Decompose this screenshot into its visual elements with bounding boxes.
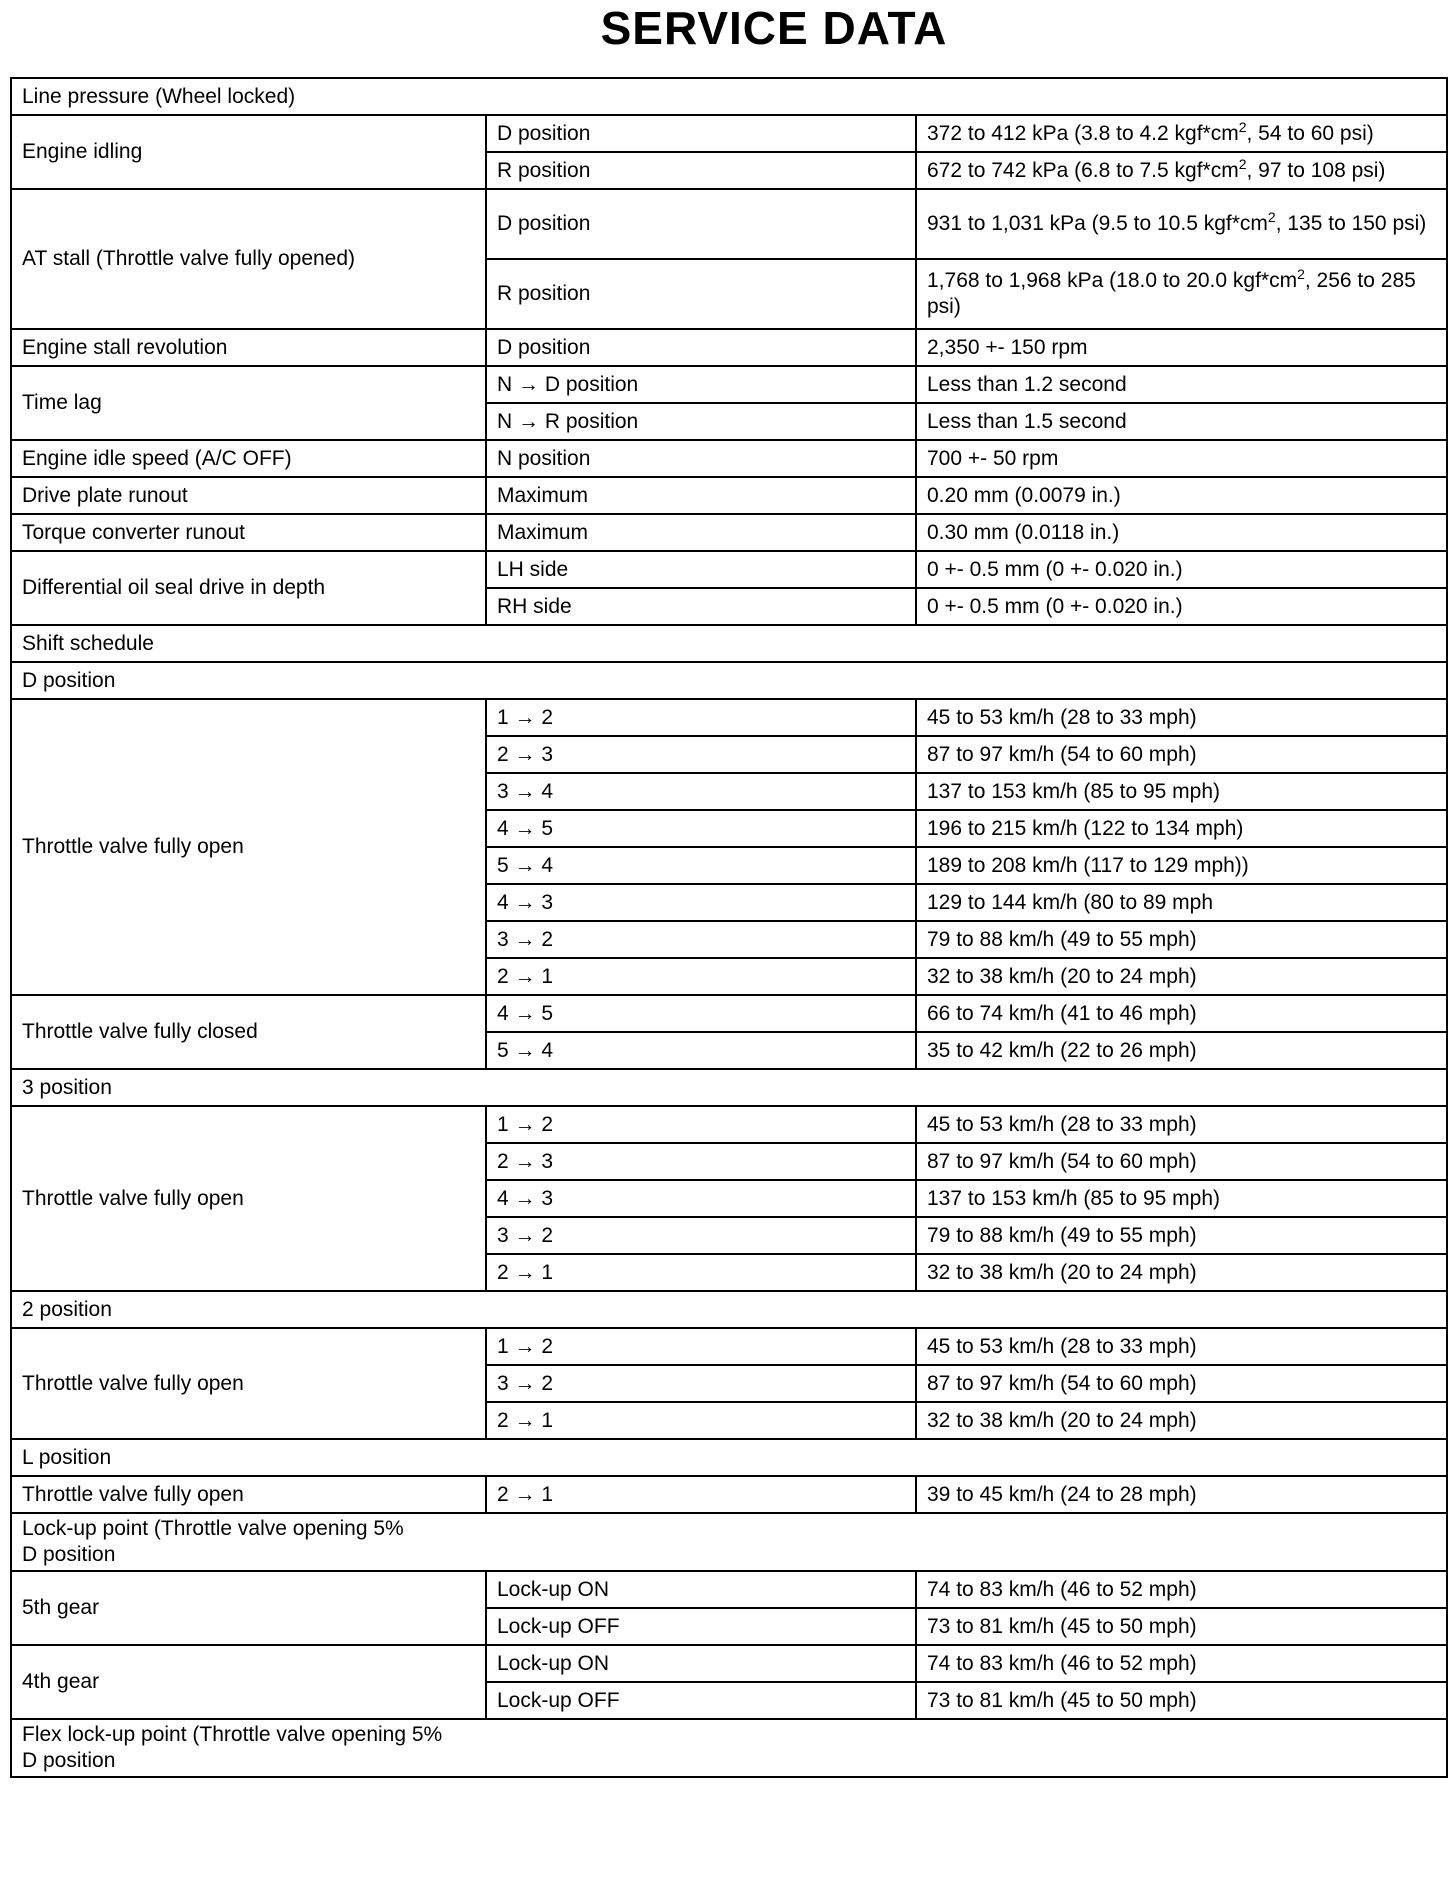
value-text: 1,768 to 1,968 kPa (18.0 to 20.0 kgf*cm (927, 269, 1298, 292)
row-label: Drive plate runout (11, 477, 486, 514)
shift-cell: 1 → 2 (486, 699, 916, 736)
value-cell: 189 to 208 km/h (117 to 129 mph)) (916, 847, 1447, 884)
value-cell (916, 189, 1447, 259)
shift-cell: 2 → 1 (486, 1476, 916, 1513)
value-cell: 35 to 42 km/h (22 to 26 mph) (916, 1032, 1447, 1069)
condition-cell: Lock-up ON (486, 1645, 916, 1682)
condition-cell: Lock-up OFF (486, 1608, 916, 1645)
value-cell: 32 to 38 km/h (20 to 24 mph) (916, 958, 1447, 995)
table-row (11, 995, 1447, 1032)
value-cell: 45 to 53 km/h (28 to 33 mph) (916, 1328, 1447, 1365)
value-text: , 256 to 285 psi) (927, 269, 1416, 318)
value-cell: 39 to 45 km/h (24 to 28 mph) (916, 1476, 1447, 1513)
value-cell: 137 to 153 km/h (85 to 95 mph) (916, 1180, 1447, 1217)
shift-cell: 4 → 3 (486, 884, 916, 921)
superscript: 2 (1238, 155, 1247, 172)
superscript: 2 (1267, 209, 1276, 225)
shift-cell: 1 → 2 (486, 1106, 916, 1143)
value-cell: 73 to 81 km/h (45 to 50 mph) (916, 1608, 1447, 1645)
condition-cell: LH side (486, 551, 916, 588)
value-cell: 79 to 88 km/h (49 to 55 mph) (916, 1217, 1447, 1254)
shift-cell: 3 → 4 (486, 773, 916, 810)
value-cell: 45 to 53 km/h (28 to 33 mph) (916, 699, 1447, 736)
section-header (11, 1513, 1447, 1571)
table-row (11, 625, 1447, 662)
value-cell: 32 to 38 km/h (20 to 24 mph) (916, 1402, 1447, 1439)
condition-cell: D position (486, 189, 916, 259)
table-row (11, 1069, 1447, 1106)
value-text: 372 to 412 kPa (3.8 to 4.2 kgf*cm (927, 121, 1239, 145)
lockup-header-line1: Lock-up point (Throttle valve opening 5% (22, 1517, 404, 1540)
value-cell: 2,350 +- 150 rpm (916, 329, 1447, 366)
row-label: Engine idle speed (A/C OFF) (11, 440, 486, 477)
page-title: SERVICE DATA (600, 2, 948, 54)
value-cell: 74 to 83 km/h (46 to 52 mph) (916, 1571, 1447, 1608)
shift-cell: 5 → 4 (486, 1032, 916, 1069)
superscript: 2 (1297, 266, 1305, 282)
condition-cell: D position (486, 329, 916, 366)
row-label: Time lag (11, 366, 486, 440)
row-label: Throttle valve fully open (11, 1476, 486, 1513)
condition-cell: N → R position (486, 403, 916, 440)
value-text: , 135 to 150 psi) (1275, 212, 1427, 235)
value-cell: 129 to 144 km/h (80 to 89 mph (916, 884, 1447, 921)
row-label: 5th gear (11, 1571, 486, 1645)
lockup-header-line2: D position (22, 1543, 116, 1566)
table-row (11, 514, 1447, 551)
value-cell (916, 152, 1447, 189)
row-label: 4th gear (11, 1645, 486, 1719)
table-row (11, 366, 1447, 403)
row-label: Throttle valve fully open (11, 699, 486, 995)
shift-cell: 5 → 4 (486, 847, 916, 884)
value-cell: 66 to 74 km/h (41 to 46 mph) (916, 995, 1447, 1032)
shift-cell: 1 → 2 (486, 1328, 916, 1365)
table-row (11, 1571, 1447, 1608)
row-label: Engine idling (11, 115, 486, 189)
section-header: Line pressure (Wheel locked) (11, 78, 1447, 115)
table-row (11, 1328, 1447, 1365)
row-label: Throttle valve fully closed (11, 995, 486, 1069)
section-header: Shift schedule (11, 625, 1447, 662)
value-cell: 87 to 97 km/h (54 to 60 mph) (916, 736, 1447, 773)
condition-cell: RH side (486, 588, 916, 625)
table-row (11, 189, 1447, 259)
value-cell: Less than 1.5 second (916, 403, 1447, 440)
value-cell: Less than 1.2 second (916, 366, 1447, 403)
table-row (11, 1719, 1447, 1777)
section-header (11, 1719, 1447, 1777)
value-cell: 0.30 mm (0.0118 in.) (916, 514, 1447, 551)
condition-cell: R position (486, 152, 916, 189)
table-row (11, 1476, 1447, 1513)
value-text: , 97 to 108 psi) (1246, 158, 1386, 182)
row-label: Engine stall revolution (11, 329, 486, 366)
shift-cell: 4 → 3 (486, 1180, 916, 1217)
table-row (11, 440, 1447, 477)
service-data-table (10, 77, 1448, 1778)
condition-cell: Lock-up OFF (486, 1682, 916, 1719)
flex-lockup-header-line1: Flex lock-up point (Throttle valve opening 5% (22, 1723, 443, 1746)
shift-cell: 2 → 1 (486, 958, 916, 995)
value-cell: 45 to 53 km/h (28 to 33 mph) (916, 1106, 1447, 1143)
section-header: D position (11, 662, 1447, 699)
value-cell: 0.20 mm (0.0079 in.) (916, 477, 1447, 514)
shift-cell: 4 → 5 (486, 995, 916, 1032)
flex-lockup-header-line2: D position (22, 1749, 116, 1772)
condition-cell: N → D position (486, 366, 916, 403)
row-label: Torque converter runout (11, 514, 486, 551)
section-header: L position (11, 1439, 1447, 1476)
table-row (11, 551, 1447, 588)
table-row (11, 1291, 1447, 1328)
value-cell: 0 +- 0.5 mm (0 +- 0.020 in.) (916, 551, 1447, 588)
value-cell (916, 115, 1447, 152)
shift-cell: 2 → 3 (486, 1143, 916, 1180)
value-cell: 137 to 153 km/h (85 to 95 mph) (916, 773, 1447, 810)
condition-cell: N position (486, 440, 916, 477)
value-cell (916, 259, 1447, 329)
condition-cell: Maximum (486, 477, 916, 514)
table-row (11, 1439, 1447, 1476)
condition-cell: R position (486, 259, 916, 329)
value-text: 672 to 742 kPa (6.8 to 7.5 kgf*cm (927, 158, 1239, 182)
row-label: AT stall (Throttle valve fully opened) (11, 189, 486, 329)
table-row (11, 699, 1447, 736)
value-cell: 700 +- 50 rpm (916, 440, 1447, 477)
table-row (11, 1106, 1447, 1143)
shift-cell: 3 → 2 (486, 921, 916, 958)
value-cell: 0 +- 0.5 mm (0 +- 0.020 in.) (916, 588, 1447, 625)
row-label: Throttle valve fully open (11, 1106, 486, 1291)
condition-cell: D position (486, 115, 916, 152)
table-row (11, 1645, 1447, 1682)
value-cell: 73 to 81 km/h (45 to 50 mph) (916, 1682, 1447, 1719)
value-cell: 196 to 215 km/h (122 to 134 mph) (916, 810, 1447, 847)
condition-cell: Maximum (486, 514, 916, 551)
value-cell: 79 to 88 km/h (49 to 55 mph) (916, 921, 1447, 958)
table-row (11, 78, 1447, 115)
table-row (11, 329, 1447, 366)
shift-cell: 2 → 3 (486, 736, 916, 773)
value-text: 931 to 1,031 kPa (9.5 to 10.5 kgf*cm (927, 212, 1268, 235)
shift-cell: 2 → 1 (486, 1402, 916, 1439)
row-label: Throttle valve fully open (11, 1328, 486, 1439)
shift-cell: 2 → 1 (486, 1254, 916, 1291)
superscript: 2 (1238, 118, 1247, 135)
condition-cell: Lock-up ON (486, 1571, 916, 1608)
table-row (11, 662, 1447, 699)
shift-cell: 3 → 2 (486, 1217, 916, 1254)
shift-cell: 4 → 5 (486, 810, 916, 847)
value-cell: 87 to 97 km/h (54 to 60 mph) (916, 1365, 1447, 1402)
value-cell: 32 to 38 km/h (20 to 24 mph) (916, 1254, 1447, 1291)
section-header: 3 position (11, 1069, 1447, 1106)
section-header: 2 position (11, 1291, 1447, 1328)
table-row (11, 1513, 1447, 1571)
table-row (11, 115, 1447, 152)
value-text: , 54 to 60 psi) (1246, 121, 1374, 145)
table-row (11, 477, 1447, 514)
value-cell: 74 to 83 km/h (46 to 52 mph) (916, 1645, 1447, 1682)
row-label: Differential oil seal drive in depth (11, 551, 486, 625)
value-cell: 87 to 97 km/h (54 to 60 mph) (916, 1143, 1447, 1180)
shift-cell: 3 → 2 (486, 1365, 916, 1402)
